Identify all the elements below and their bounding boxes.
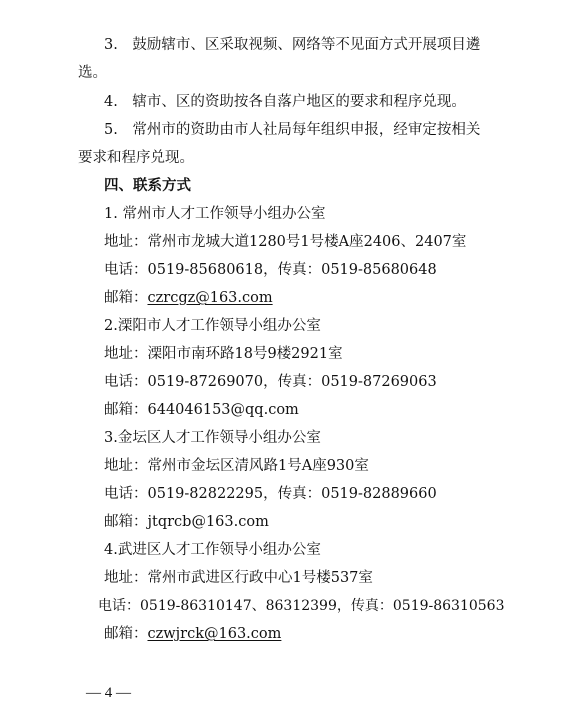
item-3-line-2: 选。 [78,65,107,81]
contact-2-email-label: 邮箱： [104,402,148,418]
contact-4-email-row [104,624,281,644]
contact-3-phone: 电话：0519-82822295，传真：0519-82889660 [104,486,437,502]
contact-3-name: 3.金坛区人才工作领导小组办公室 [104,430,321,446]
contact-1-phone: 电话：0519-85680618，传真：0519-85680648 [104,262,437,278]
contact-4-phone: 电话：0519-86310147、86312399，传真：0519-86310563 [98,598,505,614]
contact-1-address: 地址：常州市龙城大道1280号1号楼A座2406、2407室 [104,234,467,250]
contact-2-name: 2.溧阳市人才工作领导小组办公室 [104,318,321,334]
contact-2-phone: 电话：0519-87269070，传真：0519-87269063 [104,374,437,390]
item-3-line-1: 3. 鼓励辖市、区采取视频、网络等不见面方式开展项目遴 [104,37,481,53]
contact-1-email-label: 邮箱： [104,290,148,306]
contact-4-address: 地址：常州市武进区行政中心1号楼537室 [104,570,373,586]
contact-4-email-link[interactable]: czwjrck@163.com [147,626,282,642]
item-5-line-1: 5. 常州市的资助由市人社局每年组织申报，经审定按相关 [104,122,481,138]
page-number: — 4 — [86,685,131,701]
contact-2-address: 地址：溧阳市南环路18号9楼2921室 [104,346,343,362]
contact-2-email-text: 644046153@qq.com [147,402,299,418]
contact-1-name: 1. 常州市人才工作领导小组办公室 [104,206,326,222]
contact-3-email-text: jtqrcb@163.com [147,514,269,530]
contact-1-email-row [104,288,273,308]
contact-4-name: 4.武进区人才工作领导小组办公室 [104,542,321,558]
section-title: 四、联系方式 [104,178,191,194]
contact-3-email-label: 邮箱： [104,514,148,530]
item-4: 4. 辖市、区的资助按各自落户地区的要求和程序兑现。 [104,94,466,110]
contact-4-email-label: 邮箱： [104,626,148,642]
contact-3-address: 地址：常州市金坛区清风路1号A座930室 [104,458,369,474]
contact-3-email-row [104,512,269,532]
contact-1-email-link[interactable]: czrcgz@163.com [147,290,273,306]
item-5-line-2: 要求和程序兑现。 [78,150,194,166]
contact-2-email-row [104,400,299,420]
